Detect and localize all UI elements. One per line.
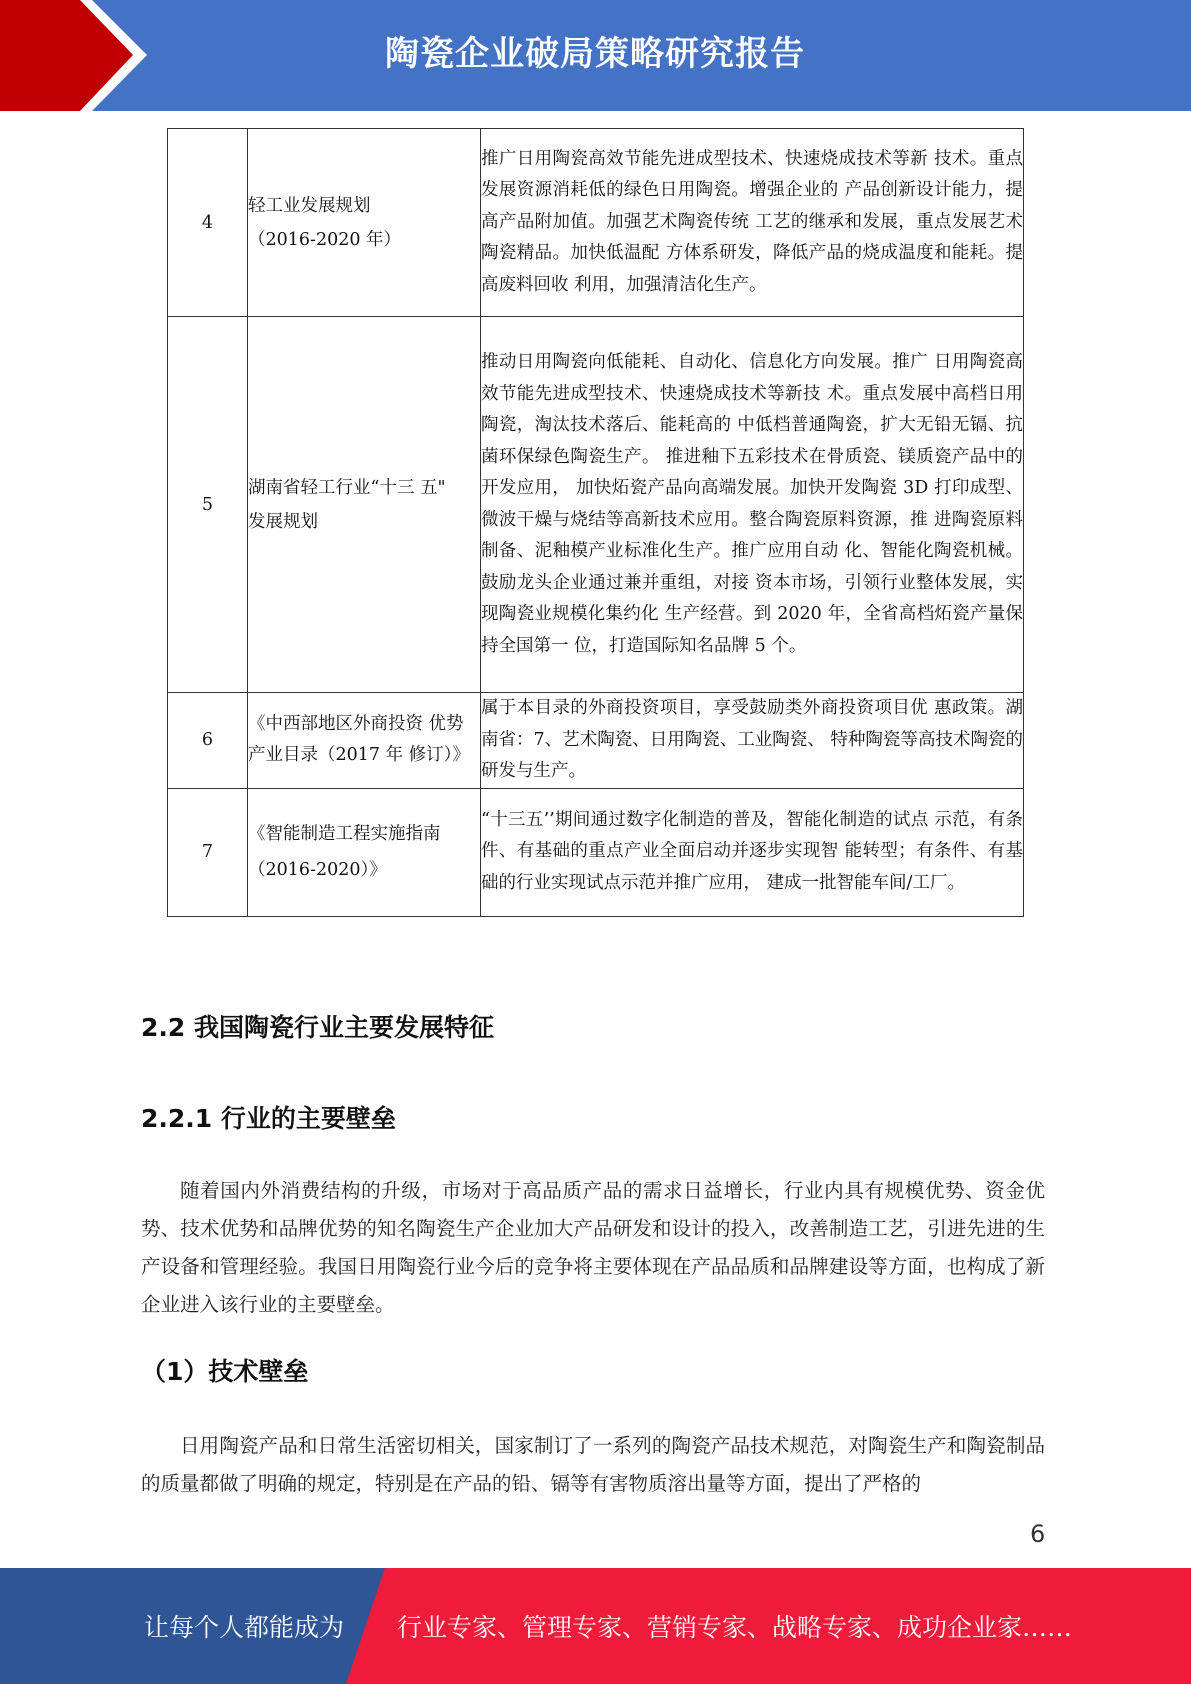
body-paragraph: 日用陶瓷产品和日常生活密切相关，国家制订了一系列的陶瓷产品技术规范，对陶瓷生产和陶瓷制品的质量都做了明确的规定，特别是在产品的铅、镉等有害物质溶出量等方面，提出了严格的 [141, 1434, 1045, 1495]
policy-content: 推广日用陶瓷高效节能先进成型技术、快速烧成技术等新 技术。重点发展资源消耗低的绿色日用陶瓷。增强企业的 产品创新设计能力，提高产品附加值。加强艺术陶瓷传统 工艺的继承和发展，重点发展艺术陶瓷精品。加快低温配 方体系研发，降低产品的烧成温度和能耗。提高废料回收 利用，加强清洁化生产。 [481, 129, 1024, 317]
policy-name [248, 693, 481, 789]
footer-slogan-left: 让每个人都能成为 [144, 1613, 345, 1642]
policy-name-line: 《智能制造工程实施指南（2016-2020）》 [248, 824, 441, 880]
body-paragraph: 随着国内外消费结构的升级，市场对于高品质产品的需求日益增长，行业内具有规模优势、资金优势、技术优势和品牌优势的知名陶瓷生产企业加大产品研发和设计的投入，改善制造工艺，引进先进的生产设备和管理经验。我国日用陶瓷行业今后的竞争将主要体现在产品品质和品牌建设等方面，也构成了新企业进入该行业的主要壁垒。 [141, 1179, 1045, 1316]
subsection-heading: 2.2.1 行业的主要壁垒 [141, 1104, 396, 1133]
policy-name-line: 湖南省轻工行业“十三 五" [248, 477, 446, 498]
policy-name-line: 轻工业发展规划 [248, 195, 371, 216]
row-number: 7 [168, 788, 248, 916]
policy-name-line: 发展规划 [248, 511, 318, 532]
policy-name [248, 317, 481, 693]
policy-content: “十三五’’期间通过数字化制造的普及，智能化制造的试点 示范，有条件、有基础的重点产业全面启动并逐步实现智 能转型；有条件、有基础的行业实现试点示范并推广应用， 建成一批智能车间/工厂。 [481, 788, 1024, 916]
table-row [168, 129, 1024, 317]
section-heading: 2.2 我国陶瓷行业主要发展特征 [141, 1013, 494, 1042]
footer-slogan-right: 行业专家、管理专家、营销专家、战略专家、成功企业家…… [397, 1613, 1073, 1642]
row-number: 6 [168, 693, 248, 789]
page-footer [0, 1568, 1191, 1684]
policy-table [167, 128, 1024, 917]
page-number: 6 [1030, 1520, 1046, 1548]
table-row [168, 693, 1024, 789]
table-row [168, 317, 1024, 693]
policy-name [248, 788, 481, 916]
policy-content: 属于本目录的外商投资项目，享受鼓励类外商投资项目优 惠政策。湖南省：7、艺术陶瓷、日用陶瓷、工业陶瓷、 特种陶瓷等高技术陶瓷的研发与生产。 [481, 693, 1024, 789]
row-number: 5 [168, 317, 248, 693]
report-title: 陶瓷企业破局策略研究报告 [385, 34, 805, 74]
row-number: 4 [168, 129, 248, 317]
policy-name [248, 129, 481, 317]
item-heading: （1）技术壁垒 [141, 1357, 309, 1386]
page-header [0, 0, 1191, 111]
policy-content: 推动日用陶瓷向低能耗、自动化、信息化方向发展。推广 日用陶瓷高效节能先进成型技术、快速烧成技术等新技 术。重点发展中高档日用陶瓷，淘汰技术落后、能耗高的 中低档普通陶瓷，扩大无铅无镉、抗菌环保绿色陶瓷生产。 推进釉下五彩技术在骨质瓷、镁质瓷产品中的开发应用， 加快炻瓷产品向高端发展。加快开发陶瓷 3D 打印成型、 微波干燥与烧结等高新技术应用。整合陶瓷原料资源，推 进陶瓷原料制备、泥釉模产业标准化生产。推广应用自动 化、智能化陶瓷机械。鼓励龙头企业通过兼并重组，对接 资本市场，引领行业整体发展，实现陶瓷业规模化集约化 生产经营。到 2020 年，全省高档炻瓷产量保持全国第一 位，打造国际知名品牌 5 个。 [481, 317, 1024, 693]
policy-name-line: （2016-2020 年） [248, 229, 402, 250]
table-row [168, 788, 1024, 916]
policy-name-line: 《中西部地区外商投资 优势产业目录（2017 年 修订）》 [248, 713, 470, 766]
